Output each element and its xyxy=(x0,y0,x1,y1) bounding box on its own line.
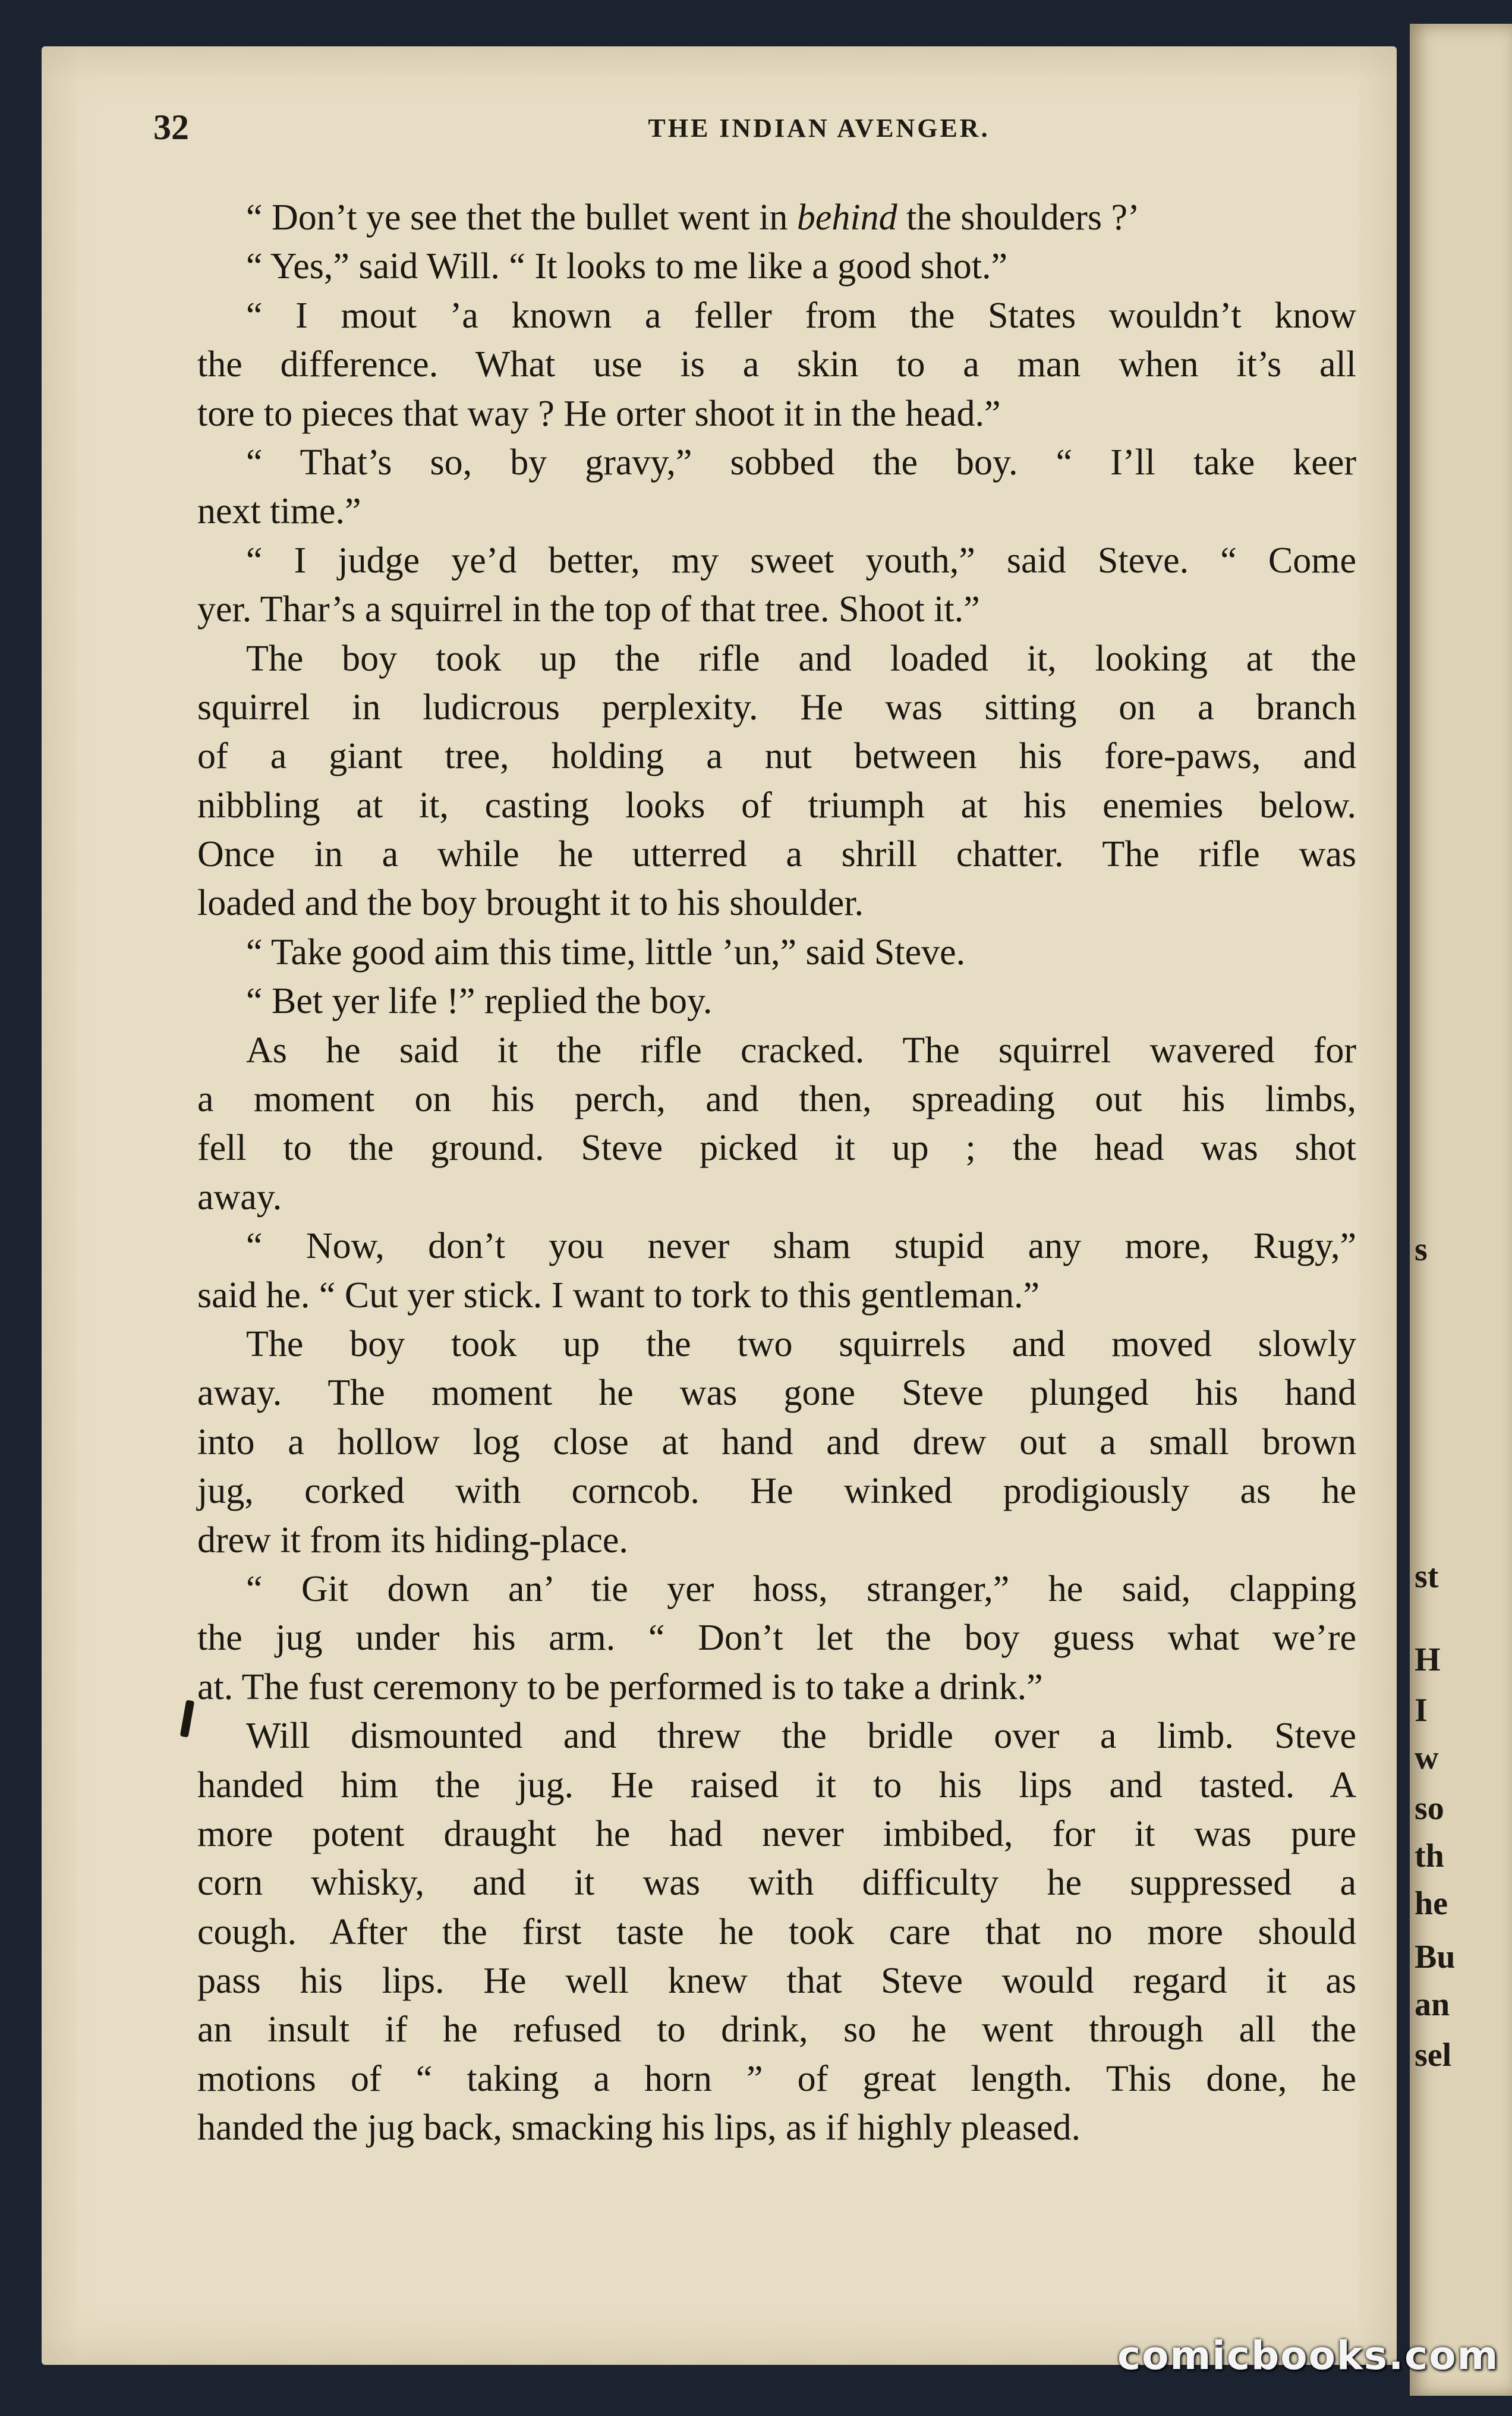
text-line: yer. Thar’s a squirrel in the top of that tree. Shoot it.” xyxy=(197,589,980,630)
text-line: The boy took up the two squirrels and moved slowly xyxy=(246,1323,1356,1364)
text-line: the jug under his arm. “ Don’t let the boy guess what we’re xyxy=(197,1618,1356,1659)
text-line: jug, corked with corncob. He winked prodigiously as he xyxy=(197,1471,1356,1512)
facing-page-fragment: w xyxy=(1415,1739,1439,1776)
facing-page-fragment: I xyxy=(1415,1692,1428,1729)
page-number: 32 xyxy=(153,108,189,147)
watermark: comicbooks.com xyxy=(1117,2333,1500,2379)
facing-page-fragment: Bu xyxy=(1415,1939,1456,1975)
text-line: loaded and the boy brought it to his shoulder. xyxy=(197,883,864,924)
text-line: tore to pieces that way ? He orter shoot it in the head.” xyxy=(197,393,1001,434)
text-line: an insult if he refused to drink, so he went through all the xyxy=(197,2009,1356,2050)
text-line: into a hollow log close at hand and drew out a small brown xyxy=(197,1421,1356,1462)
text-line: next time.” xyxy=(197,491,361,532)
text-line: corn whisky, and it was with difficulty he suppressed a xyxy=(197,1863,1356,1904)
text-line: “ Don’t ye see thet the bullet went in behind the shoulders ?’ xyxy=(246,197,1140,238)
text-line: “ Take good aim this time, little ’un,” said Steve. xyxy=(246,932,966,973)
facing-page-fragment: sel xyxy=(1415,2037,1452,2074)
text-line: handed the jug back, smacking his lips, as if highly pleased. xyxy=(197,2107,1081,2148)
text-line: fell to the ground. Steve picked it up ; the head was shot xyxy=(197,1128,1356,1169)
text-line: As he said it the rifle cracked. The squirrel wavered for xyxy=(246,1030,1356,1071)
text-line: more potent draught he had never imbibed, for it was pure xyxy=(197,1813,1356,1854)
text-line: Will dismounted and threw the bridle over a limb. Steve xyxy=(246,1716,1356,1757)
facing-page-fragment: an xyxy=(1415,1986,1450,2023)
facing-page-fragment: so xyxy=(1415,1790,1444,1827)
text-line: Once in a while he utterred a shrill chatter. The rifle was xyxy=(197,834,1356,875)
text-line: handed him the jug. He raised it to his lips and tasted. A xyxy=(197,1764,1356,1805)
text-line: “ I judge ye’d better, my sweet youth,” said Steve. “ Come xyxy=(246,540,1356,581)
facing-page-fragment: th xyxy=(1415,1838,1444,1874)
text-line: a moment on his perch, and then, spreading out his limbs, xyxy=(197,1079,1356,1120)
text-line: squirrel in ludicrous perplexity. He was sitting on a branch xyxy=(197,687,1356,728)
body-text xyxy=(197,193,1356,2153)
text-line: nibbling at it, casting looks of triumph at his enemies below. xyxy=(197,785,1356,826)
text-line: “ Bet yer life !” replied the boy. xyxy=(246,981,713,1022)
text-line: drew it from its hiding-place. xyxy=(197,1520,628,1561)
text-line: motions of “ taking a horn ” of great length. This done, he xyxy=(197,2058,1356,2099)
text-line: “ That’s so, by gravy,” sobbed the boy. “ I’ll take keer xyxy=(246,442,1356,483)
text-line: of a giant tree, holding a nut between his fore-paws, and xyxy=(197,736,1356,777)
text-line: The boy took up the rifle and loaded it, looking at the xyxy=(246,638,1356,679)
text-line: at. The fust ceremony to be performed is to take a drink.” xyxy=(197,1666,1043,1707)
text-line: “ Now, don’t you never sham stupid any more, Rugy,” xyxy=(246,1226,1356,1267)
text-line: “ I mout ’a known a feller from the States wouldn’t know xyxy=(246,295,1356,336)
running-head: THE INDIAN AVENGER. xyxy=(648,114,990,143)
text-line: “ Yes,” said Will. “ It looks to me like a good shot.” xyxy=(246,246,1007,287)
facing-page-fragment: H xyxy=(1415,1641,1441,1678)
text-line: away. xyxy=(197,1176,282,1218)
facing-page-fragment: s xyxy=(1415,1231,1428,1268)
text-line: the difference. What use is a skin to a man when it’s all xyxy=(197,344,1356,385)
facing-page-fragment: st xyxy=(1415,1558,1439,1595)
page-header xyxy=(153,107,1342,155)
facing-page-fragment: he xyxy=(1415,1885,1448,1922)
text-line: “ Git down an’ tie yer hoss, stranger,” he said, clapping xyxy=(246,1568,1356,1609)
text-line: pass his lips. He well knew that Steve would regard it as xyxy=(197,1961,1356,2002)
text-line: away. The moment he was gone Steve plunged his hand xyxy=(197,1373,1356,1414)
text-line: said he. “ Cut yer stick. I want to tork to this gentleman.” xyxy=(197,1275,1040,1316)
text-line: cough. After the first taste he took care that no more should xyxy=(197,1911,1356,1952)
emphasis: behind xyxy=(796,197,897,238)
